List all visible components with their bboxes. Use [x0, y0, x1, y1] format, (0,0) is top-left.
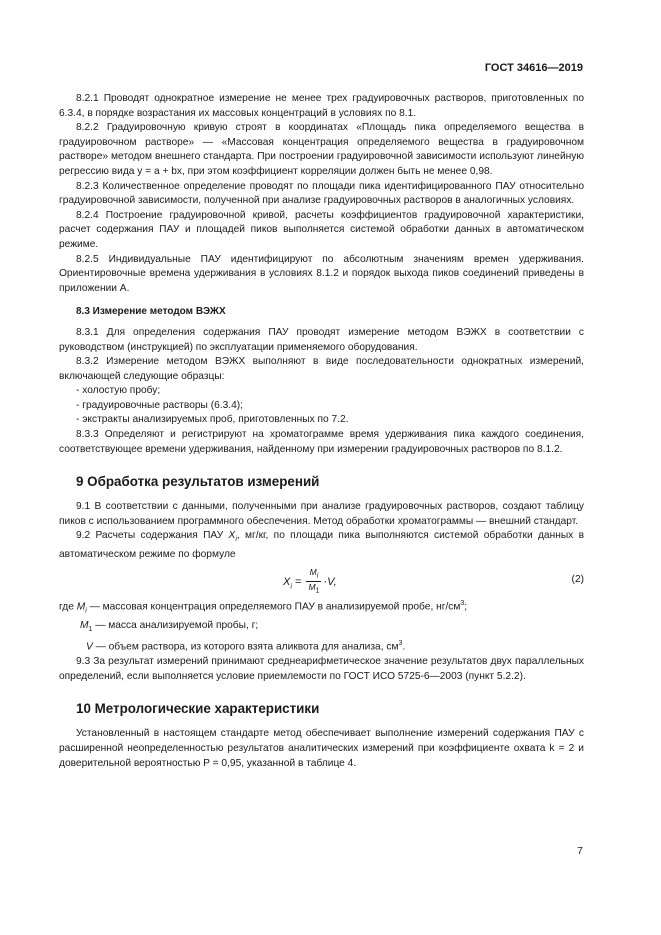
definition-end: ;	[464, 601, 468, 613]
definition-text: — объем раствора, из которого взята аликвота для анализа, см	[92, 641, 399, 653]
numerator-symbol: M	[309, 566, 317, 577]
definition-end: .	[402, 641, 406, 653]
list-item: - экстракты анализируемых проб, приготовленных по 7.2.	[76, 414, 349, 426]
subsection-8-3-heading: 8.3 Измерение методом ВЭЖХ	[76, 306, 226, 318]
definition-superscript: 3	[460, 599, 465, 607]
definition-text: — масса анализируемой пробы, г;	[92, 619, 259, 631]
paragraph-8-2-5: 8.2.5 Индивидуальные ПАУ идентифицируют по абсолютным значениям времен удерживания. Ориентировочные времена удерживания в условиях 8.1.2 и порядок выхода пиков соединений приведены в приложении А.	[59, 253, 584, 294]
paragraph-8-2-1: 8.2.1 Проводят однократное измерение не менее трех градуировочных растворов, приготовленных по 6.3.4, в порядке возрастания их массовых концентраций в условиях по 8.1.	[59, 93, 584, 119]
definition-v	[59, 637, 584, 655]
paragraph-8-2-2: 8.2.2 Градуировочную кривую строят в координатах «Площадь пика определяемого вещества в градуировочном растворе» — «Массовая концентрация определяемого вещества в градуировочном растворе» методом внешнего стандарта. При построении градуировочной зависимости используют линейную регрессию вида y = a + bx, при этом коэффициент корреляции должен быть не менее 0,98.	[59, 122, 584, 177]
numerator-subscript: i	[316, 572, 319, 580]
paragraph-8-2-3: 8.2.3 Количественное определение проводят по площади пика идентифицированного ПАУ относительно градуировочной зависимости, полученной при анализе градуировочных растворов в аналогичных условиях.	[59, 180, 584, 207]
definition-superscript: 3	[398, 640, 403, 648]
variable-x-subscript: i	[235, 536, 237, 544]
page-number: 7	[577, 845, 583, 857]
paragraph-8-3-1: 8.3.1 Для определения содержания ПАУ проводят измерение методом ВЭЖХ в соответствии с руководством (инструкцией) по эксплуатации применяемого оборудования.	[59, 326, 584, 353]
definition-symbol: V	[86, 641, 93, 653]
page-content	[59, 92, 584, 771]
paragraph-9-2-text-start: 9.2 Расчеты содержания ПАУ	[76, 530, 229, 542]
denominator-symbol: M	[308, 582, 316, 593]
paragraph-10: Установленный в настоящем стандарте метод обеспечивает выполнение измерений содержания ПАУ с расширенной неопределенностью результатов аналитических измерений при коэффициенте охвата k = 2 и доверительной вероятностью P = 0,95, указанной в таблице 4.	[59, 728, 584, 769]
formula-lhs: X	[283, 575, 291, 588]
definition-mi	[59, 597, 584, 619]
formula-expression	[283, 567, 337, 597]
formula-equals: =	[291, 575, 305, 588]
fraction-numerator	[306, 567, 321, 583]
paragraph-8-2-4: 8.2.4 Построение градуировочной кривой, расчеты коэффициентов градуировочной характеристики, расчет содержания ПАУ и площадей пиков выполняется системой обработки данных в автоматическом режиме.	[59, 209, 584, 250]
paragraph-9-2	[59, 529, 584, 562]
definition-subscript: 1	[88, 625, 93, 633]
fraction-denominator	[306, 582, 321, 597]
definition-m1	[59, 619, 584, 638]
definition-symbol: M	[76, 601, 86, 613]
formula-2	[59, 565, 584, 595]
list-item: - холостую пробу;	[76, 385, 161, 397]
formula-lhs-subscript: i	[290, 582, 292, 590]
variable-x: X	[228, 530, 236, 542]
definition-text: — массовая концентрация определяемого ПАУ в анализируемой пробе, нг/см	[86, 601, 461, 613]
standard-header: ГОСТ 34616—2019	[484, 62, 583, 74]
paragraph-8-3-3: 8.3.3 Определяют и регистрируют на хроматограмме время удерживания пика каждого соединения, соответствующее времени удерживания, найденному при измерении градуировочных растворов по 8.1.2.	[59, 429, 584, 455]
formula-number: (2)	[571, 573, 584, 585]
denominator-subscript: 1	[315, 588, 320, 596]
paragraph-9-1: 9.1 В соответствии с данными, полученными при анализе градуировочных растворов, создают таблицу пиков с использованием программного обеспечения. Метод обработки хроматограммы — внешний стандарт.	[59, 501, 584, 527]
definition-symbol: M	[80, 619, 89, 631]
formula-tail: ·V,	[323, 575, 337, 588]
paragraph-8-3-2: 8.3.2 Измерение методом ВЭЖХ выполняют в виде последовательности однократных измерений, включающей следующие образцы:	[59, 356, 584, 382]
section-10-heading: 10 Метрологические характеристики	[76, 701, 320, 717]
paragraph-9-3: 9.3 За результат измерений принимают среднеарифметическое значение результатов двух параллельных определений, если выполняется условие приемлемости по ГОСТ ИСО 5725-6—2003 (пункт 5.2.2).	[59, 656, 584, 682]
definition-subscript: i	[85, 607, 87, 615]
section-9-heading: 9 Обработка результатов измерений	[76, 474, 320, 490]
formula-fraction	[306, 567, 321, 597]
list-item: - градуировочные растворы (6.3.4);	[76, 399, 243, 411]
definition-prefix: где	[59, 601, 77, 613]
paragraph-9-2-text-end: , мг/кг, по площади пика выполняются системой обработки данных в автоматическом режиме по формуле	[59, 530, 584, 561]
